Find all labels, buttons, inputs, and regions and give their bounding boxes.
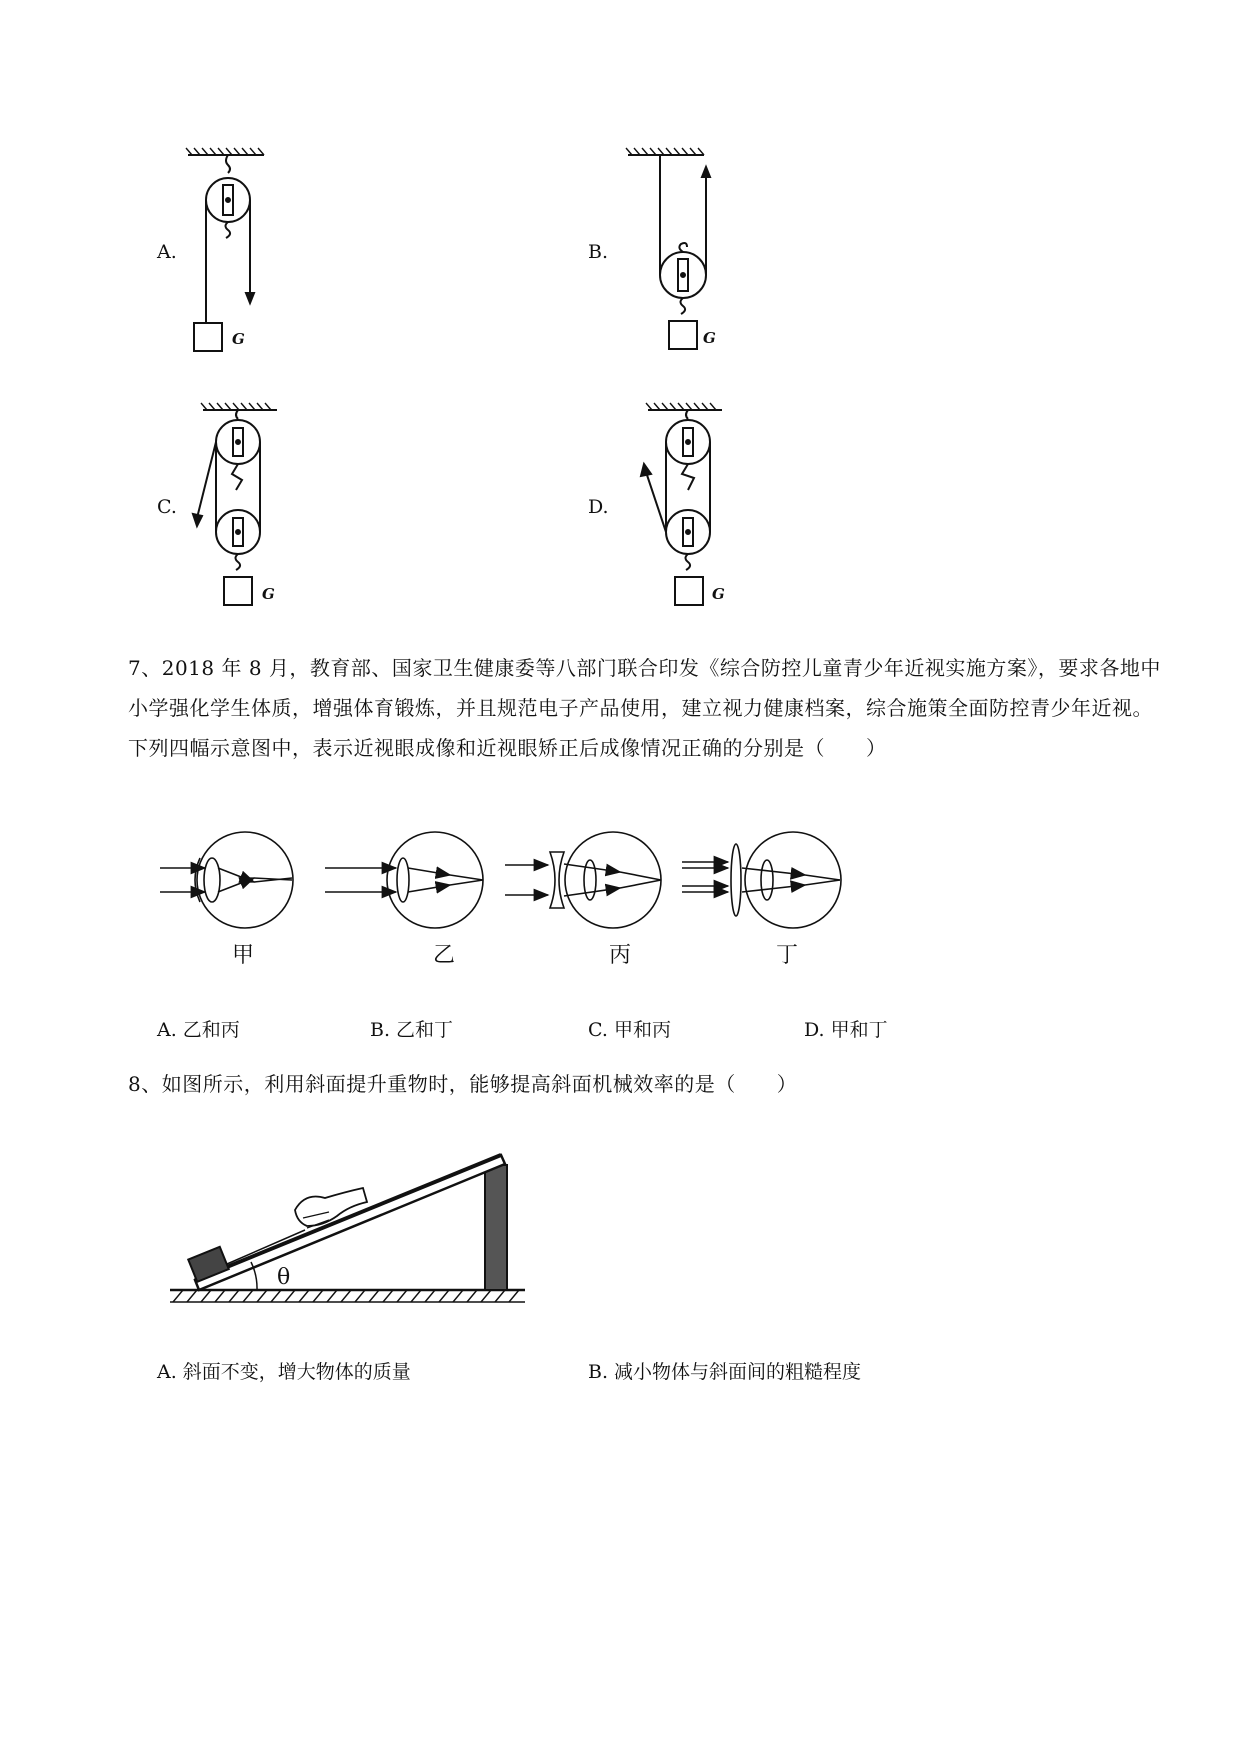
q6-figure-a-fixed-pulley — [180, 145, 290, 355]
q7-option-b: B. 乙和丁 — [370, 1019, 454, 1041]
q6-figure-b-movable-pulley — [620, 145, 740, 355]
q8-question-text: 8、如图所示，利用斜面提升重物时，能够提高斜面机械效率的是（ ） — [128, 1072, 798, 1096]
q8-option-a: A. 斜面不变，增大物体的质量 — [157, 1361, 411, 1383]
q7-option-a: A. 乙和丙 — [157, 1019, 240, 1041]
q8-option-b: B. 减小物体与斜面间的粗糙程度 — [588, 1361, 862, 1383]
q7-eye-diagrams — [150, 820, 870, 940]
q7-caption-jia: 甲 — [232, 943, 255, 968]
q7-caption-yi: 乙 — [433, 943, 456, 968]
q6-option-a-label: A. — [157, 241, 177, 263]
q6-figure-b-weight-label: G — [703, 329, 716, 347]
q6-figure-d-pulley-block — [630, 400, 750, 615]
q6-option-d-label: D. — [588, 496, 609, 518]
q8-angle-label: θ — [277, 1265, 291, 1290]
q6-figure-c-pulley-block — [185, 400, 305, 615]
q6-option-b-label: B. — [588, 241, 609, 263]
q7-question-text: 7、2018 年 8 月，教育部、国家卫生健康委等八部门联合印发《综合防控儿童青少年近视实施方案》，要求各地中小学强化学生体质，增强体育锻炼，并且规范电子产品使用，建立视力健康档案，综合施策全面防控青少年近视。下列四幅示意图中，表示近视眼成像和近视眼矫正后成像情况正确的分别是（ ） — [128, 656, 1161, 760]
q6-figure-d-weight-label: G — [712, 585, 725, 603]
q7-option-d: D. 甲和丁 — [804, 1019, 888, 1041]
q7-caption-bing: 丙 — [609, 943, 632, 968]
q8-incline-figure — [165, 1140, 535, 1315]
q6-figure-a-weight-label: G — [232, 330, 245, 348]
q7-caption-ding: 丁 — [776, 943, 799, 968]
q6-figure-c-weight-label: G — [262, 585, 275, 603]
q7-option-c: C. 甲和丙 — [588, 1019, 671, 1041]
q6-option-c-label: C. — [157, 496, 177, 518]
